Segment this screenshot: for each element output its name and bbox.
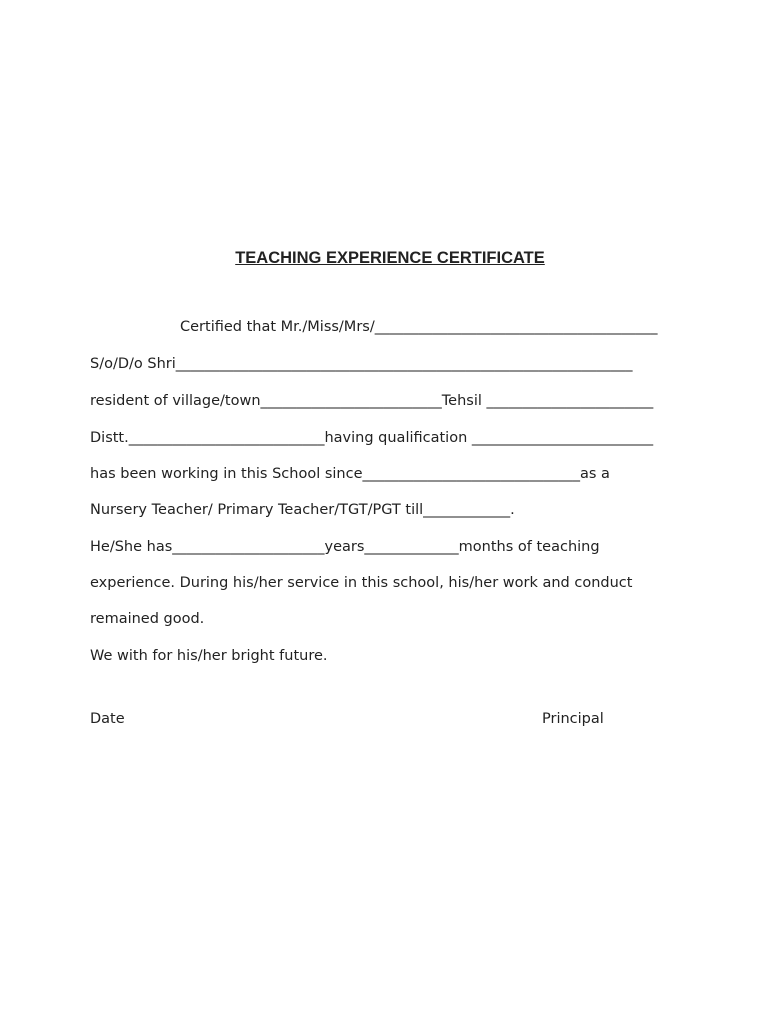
- parent-name-line: S/o/D/o Shri_______________________________________________________________: [90, 356, 633, 372]
- conduct-line: experience. During his/her service in this school, his/her work and conduct: [90, 575, 633, 591]
- certificate-title: TEACHING EXPERIENCE CERTIFICATE: [235, 249, 545, 267]
- working-since-line: has been working in this School since______________________________as a: [90, 466, 610, 482]
- residence-line: resident of village/town_________________________Tehsil _______________________: [90, 393, 654, 409]
- teacher-type-line: Nursery Teacher/ Primary Teacher/TGT/PGT till____________.: [90, 502, 515, 518]
- wishes-line: We with for his/her bright future.: [90, 648, 328, 664]
- date-label: Date: [90, 711, 125, 727]
- experience-duration-line: He/She has_____________________years_____________months of teaching: [90, 539, 600, 555]
- district-qualification-line: Distt.___________________________having qualification _________________________: [90, 430, 654, 446]
- certified-line: Certified that Mr./Miss/Mrs/_______________________________________: [180, 319, 658, 335]
- remained-good-line: remained good.: [90, 611, 205, 627]
- principal-label: Principal: [542, 711, 604, 727]
